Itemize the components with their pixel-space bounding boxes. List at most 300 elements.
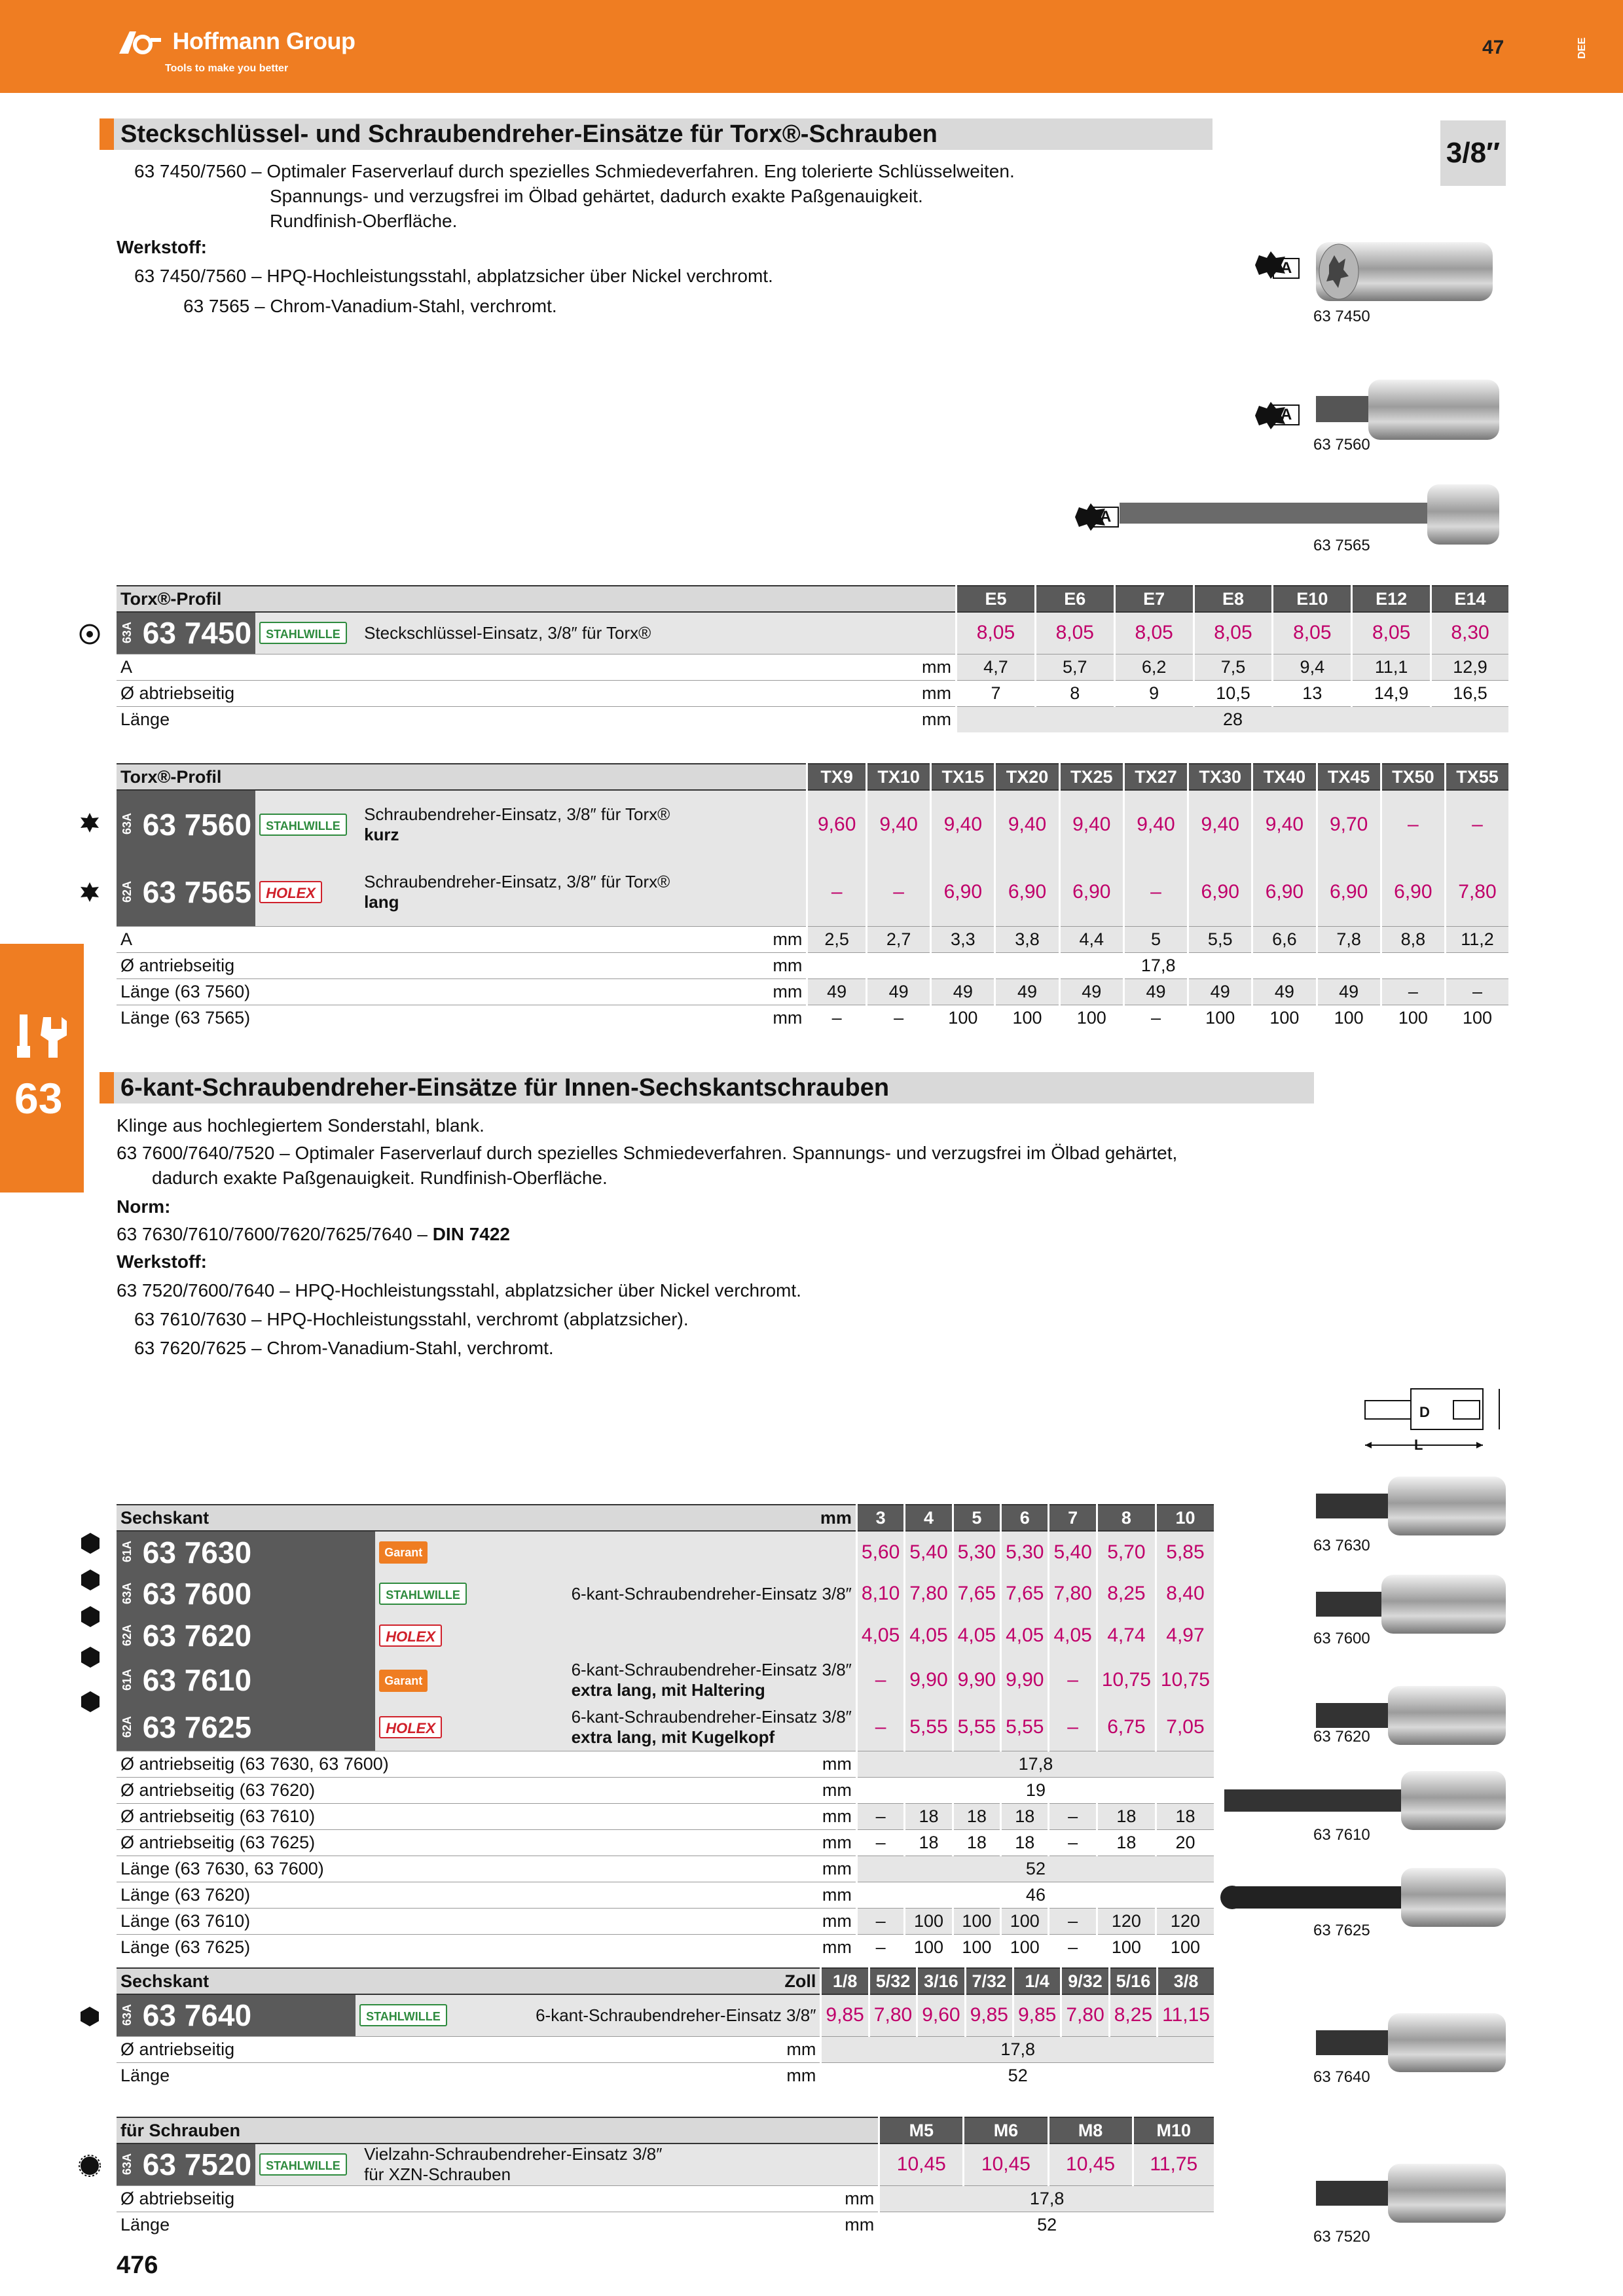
price-cell[interactable]: – — [1049, 1657, 1097, 1704]
price-cell[interactable]: 11,75 — [1133, 2144, 1214, 2185]
spec-unit: mm — [532, 2062, 821, 2089]
spec-row — [117, 706, 1508, 732]
spec-value: – — [867, 1005, 931, 1031]
spec-value: 100 — [1001, 1908, 1049, 1934]
hoffmann-logo-icon — [117, 27, 162, 58]
price-cell[interactable]: 4,05 — [856, 1615, 904, 1657]
spec-value: 100 — [1059, 1005, 1123, 1031]
article-prefix: 63 7610/7630 – — [134, 1309, 262, 1329]
description-cell — [568, 1657, 857, 1704]
size-col: TX55 — [1445, 764, 1508, 790]
product-image-637610 — [1218, 1767, 1512, 1833]
spec-value: 7,5 — [1194, 654, 1273, 680]
article-number[interactable]: 63 7600 — [142, 1577, 252, 1611]
spline-table — [117, 2117, 1214, 2238]
price-cell[interactable]: 6,90 — [1059, 858, 1123, 926]
product-caption: 63 7560 — [1313, 436, 1370, 454]
size-col: M6 — [964, 2117, 1048, 2144]
spec-value: 17,8 — [821, 2036, 1214, 2062]
price-cell[interactable]: 10,75 — [1097, 1657, 1156, 1704]
spec-row — [117, 952, 1508, 978]
torx-solid-icon — [79, 881, 101, 903]
price-cell[interactable]: – — [867, 858, 931, 926]
price-cell[interactable]: 6,90 — [931, 858, 995, 926]
group-code: 63A — [120, 2153, 134, 2176]
category-side-tab[interactable] — [0, 944, 84, 1193]
spec-unit: mm — [568, 1829, 857, 1856]
group-code: 62A — [120, 880, 134, 903]
description-line — [134, 158, 1015, 185]
size-col: 6 — [1001, 1505, 1049, 1531]
price-cell[interactable]: 8,05 — [1273, 612, 1352, 654]
price-cell[interactable]: 9,40 — [1188, 790, 1252, 858]
price-cell[interactable]: 5,60 — [856, 1531, 904, 1573]
price-cell[interactable]: 9,40 — [1059, 790, 1123, 858]
spec-label: Länge — [117, 2062, 532, 2089]
price-cell[interactable]: 8,05 — [1352, 612, 1431, 654]
spec-value: 9,4 — [1273, 654, 1352, 680]
spec-value: 100 — [1156, 1934, 1214, 1960]
dimension-label-d: D — [1419, 1404, 1430, 1420]
price-cell[interactable]: 4,97 — [1156, 1615, 1214, 1657]
section-title-hex: 6-kant-Schraubendreher-Einsätze für Innen-Sechskantschrauben — [100, 1072, 1314, 1103]
spec-value: 52 — [856, 1856, 1214, 1882]
spec-value: 2,5 — [807, 926, 867, 952]
spec-value: 14,9 — [1352, 680, 1431, 706]
price-cell[interactable]: 10,45 — [879, 2144, 964, 2185]
price-cell[interactable]: 9,60 — [917, 1994, 965, 2036]
hex-solid-icon — [79, 1568, 102, 1592]
spec-label: Ø abtriebseitig — [117, 2185, 360, 2212]
price-cell[interactable]: 9,40 — [931, 790, 995, 858]
product-row[interactable] — [117, 1531, 1214, 1573]
spec-value: 49 — [1252, 978, 1317, 1005]
spec-unit: mm — [568, 1856, 857, 1882]
spec-value: 6,2 — [1114, 654, 1194, 680]
price-cell[interactable]: 7,65 — [1001, 1573, 1049, 1615]
spec-value: – — [1445, 978, 1508, 1005]
price-cell[interactable]: 6,90 — [1252, 858, 1317, 926]
product-image-637630 — [1309, 1473, 1512, 1538]
spec-value: – — [807, 1005, 867, 1031]
group-code: 63A — [120, 1582, 134, 1604]
price-cell[interactable]: 9,40 — [867, 790, 931, 858]
article-cell[interactable] — [117, 858, 255, 926]
spec-value: 2,7 — [867, 926, 931, 952]
description-line — [117, 1140, 1177, 1166]
unit-label: Zoll — [532, 1968, 821, 1994]
price-cell[interactable]: 9,90 — [905, 1657, 953, 1704]
spec-row — [117, 1005, 1508, 1031]
spec-label: Länge (63 7625) — [117, 1934, 568, 1960]
article-number[interactable]: 63 7560 — [142, 807, 252, 842]
spec-value: 49 — [1188, 978, 1252, 1005]
spec-unit: mm — [360, 926, 807, 952]
spec-unit: mm — [360, 1005, 807, 1031]
article-cell[interactable] — [117, 1573, 375, 1615]
spec-value: 100 — [905, 1934, 953, 1960]
spec-value: 49 — [1123, 978, 1188, 1005]
group-code: 63A — [120, 622, 134, 644]
spec-row — [117, 1803, 1214, 1829]
material-line — [134, 1335, 554, 1361]
spec-value: 18 — [1001, 1803, 1049, 1829]
size-col: 3 — [856, 1505, 904, 1531]
dimension-drawing — [1362, 1381, 1512, 1453]
price-cell[interactable]: 8,10 — [856, 1573, 904, 1615]
spec-value: 18 — [1001, 1829, 1049, 1856]
spec-row — [117, 680, 1508, 706]
profile-label: Torx®-Profil — [117, 764, 807, 790]
size-col: M5 — [879, 2117, 964, 2144]
hex-solid-icon — [79, 1690, 102, 1713]
size-col: TX30 — [1188, 764, 1252, 790]
price-cell[interactable]: 10,45 — [1048, 2144, 1133, 2185]
product-row[interactable] — [117, 1573, 1214, 1615]
article-cell[interactable] — [117, 1531, 375, 1573]
description-cell — [360, 858, 807, 926]
spec-unit: mm — [360, 2212, 879, 2238]
price-cell[interactable]: 6,75 — [1097, 1704, 1156, 1751]
price-cell[interactable]: 5,85 — [1156, 1531, 1214, 1573]
article-number[interactable]: 63 7520 — [142, 2147, 252, 2182]
description-line: Schraubendreher-Einsatz, 3/8″ für Torx® — [364, 804, 670, 824]
spec-value: – — [856, 1908, 904, 1934]
price-cell[interactable]: – — [1049, 1704, 1097, 1751]
price-cell[interactable]: 5,55 — [905, 1704, 953, 1751]
page-number: 476 — [117, 2251, 158, 2279]
size-col: TX50 — [1381, 764, 1445, 790]
garant-logo: Garant — [379, 1670, 428, 1692]
spec-label: Länge (63 7630, 63 7600) — [117, 1856, 568, 1882]
price-cell[interactable]: 9,90 — [953, 1657, 1000, 1704]
price-cell[interactable]: 9,70 — [1317, 790, 1381, 858]
price-cell[interactable]: 9,40 — [995, 790, 1059, 858]
description-cell — [568, 1615, 857, 1657]
price-cell[interactable]: 6,90 — [995, 858, 1059, 926]
profile-label: Sechskant — [117, 1505, 568, 1531]
article-prefix: 63 7450/7560 – — [134, 161, 262, 181]
spec-value: 100 — [1381, 1005, 1445, 1031]
article-number[interactable]: 63 7620 — [142, 1619, 252, 1653]
spec-value: 18 — [1097, 1803, 1156, 1829]
price-cell[interactable]: 7,80 — [905, 1573, 953, 1615]
size-col: 8 — [1097, 1505, 1156, 1531]
spec-value: 100 — [931, 1005, 995, 1031]
spec-label: Ø abtriebseitig — [117, 680, 360, 706]
stahlwille-logo: STAHLWILLE — [259, 2153, 347, 2176]
article-number[interactable]: 63 7565 — [142, 874, 252, 909]
product-image-637560 — [1309, 373, 1506, 445]
price-cell[interactable]: 7,65 — [953, 1573, 1000, 1615]
stahlwille-logo: STAHLWILLE — [259, 814, 347, 836]
hex-solid-icon — [79, 1532, 102, 1555]
spec-value: 19 — [856, 1777, 1214, 1803]
size-col: TX25 — [1059, 764, 1123, 790]
material-text: HPQ-Hochleistungsstahl, verchromt (abplatzsicher). — [266, 1309, 689, 1329]
brand-cell — [255, 612, 360, 654]
product-row[interactable] — [117, 2144, 1214, 2185]
product-row[interactable] — [117, 1657, 1214, 1704]
price-cell[interactable]: 5,55 — [1001, 1704, 1049, 1751]
size-col: 7 — [1049, 1505, 1097, 1531]
size-col: TX20 — [995, 764, 1059, 790]
brand-tagline: Tools to make you better — [165, 63, 289, 74]
size-col: TX10 — [867, 764, 931, 790]
price-cell[interactable]: 6,90 — [1381, 858, 1445, 926]
price-cell[interactable]: 8,40 — [1156, 1573, 1214, 1615]
description-text: Optimaler Faserverlauf durch spezielles Schmiedeverfahren. Eng tolerierte Schlüsselweiten. — [266, 161, 1015, 181]
price-cell[interactable]: 7,80 — [1049, 1573, 1097, 1615]
dimension-label-a: A — [1273, 404, 1300, 425]
spec-row — [117, 978, 1508, 1005]
article-number[interactable]: 63 7630 — [142, 1535, 252, 1570]
price-cell[interactable]: 6,90 — [1188, 858, 1252, 926]
product-caption: 63 7520 — [1313, 2228, 1370, 2246]
price-cell[interactable]: 8,05 — [957, 612, 1036, 654]
spec-value: 18 — [905, 1803, 953, 1829]
spline-solid-icon — [79, 2155, 101, 2177]
product-caption: 63 7640 — [1313, 2068, 1370, 2086]
article-cell[interactable] — [117, 1615, 375, 1657]
spec-value: – — [1049, 1908, 1097, 1934]
group-code: 62A — [120, 1624, 134, 1646]
spec-value: – — [1049, 1803, 1097, 1829]
price-cell[interactable]: – — [1381, 790, 1445, 858]
article-number[interactable]: 63 7450 — [142, 616, 252, 651]
description-cell: 6-kant-Schraubendreher-Einsatz 3/8″ — [568, 1573, 857, 1615]
norm-line — [117, 1221, 510, 1247]
article-number[interactable]: 63 7640 — [142, 1998, 252, 2033]
price-cell[interactable]: 8,25 — [1109, 1994, 1157, 2036]
torx-solid-icon — [79, 812, 101, 834]
spec-value: 5,7 — [1035, 654, 1114, 680]
price-cell[interactable]: 9,90 — [1001, 1657, 1049, 1704]
article-number[interactable]: 63 7625 — [142, 1710, 252, 1744]
spec-unit: mm — [360, 654, 956, 680]
product-image-637600 — [1309, 1571, 1512, 1636]
price-cell[interactable]: 4,05 — [905, 1615, 953, 1657]
spec-value: 100 — [995, 1005, 1059, 1031]
article-prefix: 63 7630/7610/7600/7620/7625/7640 – — [117, 1224, 428, 1244]
price-cell[interactable]: 7,80 — [1445, 858, 1508, 926]
spec-value: – — [856, 1934, 904, 1960]
price-cell[interactable]: 8,05 — [1194, 612, 1273, 654]
description-variant: kurz — [364, 824, 399, 844]
group-code: 61A — [120, 1541, 134, 1563]
spec-value: 100 — [953, 1908, 1000, 1934]
description-line: Klinge aus hochlegiertem Sonderstahl, blank. — [117, 1115, 484, 1136]
size-col: 1/8 — [821, 1968, 869, 1994]
spec-value: 49 — [995, 978, 1059, 1005]
screwdriver-wrench-icon — [14, 1009, 69, 1062]
price-cell[interactable]: 7,80 — [1061, 1994, 1109, 2036]
price-cell[interactable]: 4,05 — [953, 1615, 1000, 1657]
spec-value: 3,8 — [995, 926, 1059, 952]
category-number: 63 — [14, 1074, 63, 1122]
product-row[interactable] — [117, 1704, 1214, 1751]
spec-value: 18 — [905, 1829, 953, 1856]
spec-unit: mm — [532, 2036, 821, 2062]
price-cell[interactable]: – — [1123, 858, 1188, 926]
size-col: M8 — [1048, 2117, 1133, 2144]
article-cell[interactable] — [117, 1704, 375, 1751]
price-cell[interactable]: 8,30 — [1431, 612, 1508, 654]
price-cell[interactable]: 9,40 — [1252, 790, 1317, 858]
product-image-637640 — [1309, 2009, 1512, 2075]
spec-label: Ø antriebseitig (63 7625) — [117, 1829, 568, 1856]
size-col: 5/16 — [1109, 1968, 1157, 1994]
price-cell[interactable]: 6,90 — [1317, 858, 1381, 926]
size-col: TX15 — [931, 764, 995, 790]
spec-label: Ø antriebseitig — [117, 2036, 532, 2062]
size-col: 10 — [1156, 1505, 1214, 1531]
dimension-label-a: A — [1092, 507, 1119, 528]
hex-metric-table — [117, 1504, 1214, 1960]
price-cell[interactable]: – — [856, 1657, 904, 1704]
spec-row — [117, 2036, 1214, 2062]
description-variant: extra lang, mit Kugelkopf — [571, 1727, 775, 1747]
brand-cell — [375, 1573, 567, 1615]
article-prefix: 63 7620/7625 – — [134, 1338, 262, 1358]
price-cell[interactable]: 5,40 — [905, 1531, 953, 1573]
price-cell[interactable]: 4,05 — [1049, 1615, 1097, 1657]
price-cell[interactable]: 10,75 — [1156, 1657, 1214, 1704]
article-cell[interactable] — [117, 612, 255, 654]
size-col: 1/4 — [1013, 1968, 1061, 1994]
article-cell[interactable] — [117, 1657, 375, 1704]
spec-unit: mm — [568, 1751, 857, 1777]
material-line — [134, 263, 773, 289]
product-image-637565 — [1113, 478, 1506, 550]
product-row[interactable] — [117, 858, 1508, 926]
spec-value: 49 — [867, 978, 931, 1005]
material-line — [134, 1306, 689, 1333]
price-cell[interactable]: 8,25 — [1097, 1573, 1156, 1615]
article-prefix: 63 7565 – — [183, 296, 265, 316]
price-cell[interactable]: 5,70 — [1097, 1531, 1156, 1573]
price-cell[interactable]: 4,74 — [1097, 1615, 1156, 1657]
spec-value: 49 — [1317, 978, 1381, 1005]
product-row[interactable] — [117, 612, 1508, 654]
material-text: HPQ-Hochleistungsstahl, abplatzsicher über Nickel verchromt. — [295, 1280, 801, 1300]
spec-row — [117, 1751, 1214, 1777]
spec-row — [117, 654, 1508, 680]
dimension-label-a: A — [1273, 258, 1300, 279]
price-cell[interactable]: – — [807, 858, 867, 926]
size-col: 4 — [905, 1505, 953, 1531]
price-cell[interactable]: 9,85 — [965, 1994, 1013, 2036]
spec-value: 100 — [1001, 1934, 1049, 1960]
price-cell[interactable]: 9,85 — [821, 1994, 869, 2036]
material-line — [183, 293, 557, 319]
spec-value: 7 — [957, 680, 1036, 706]
spec-value: 100 — [1188, 1005, 1252, 1031]
product-image-637625 — [1218, 1864, 1512, 1929]
price-cell[interactable]: 8,05 — [1114, 612, 1194, 654]
description-variant: lang — [364, 891, 399, 912]
price-cell[interactable]: 9,60 — [807, 790, 867, 858]
spec-value: – — [1381, 978, 1445, 1005]
spec-unit: mm — [568, 1803, 857, 1829]
spec-value: 46 — [856, 1882, 1214, 1908]
size-col: 7/32 — [965, 1968, 1013, 1994]
product-row[interactable] — [117, 1994, 1214, 2036]
spec-value: – — [1123, 1005, 1188, 1031]
price-cell[interactable]: – — [1445, 790, 1508, 858]
spec-label: Länge — [117, 2212, 360, 2238]
product-caption: 63 7600 — [1313, 1630, 1370, 1647]
holex-logo: HOLEX — [379, 1624, 442, 1647]
spec-value: 3,3 — [931, 926, 995, 952]
price-cell[interactable]: 5,30 — [953, 1531, 1000, 1573]
price-cell[interactable]: 8,05 — [1035, 612, 1114, 654]
hex-solid-icon — [79, 2005, 101, 2028]
size-col: 5 — [953, 1505, 1000, 1531]
brand-logo[interactable] — [117, 27, 355, 58]
spec-value: 8 — [1035, 680, 1114, 706]
price-cell[interactable]: 9,85 — [1013, 1994, 1061, 2036]
norm-value: DIN 7422 — [432, 1224, 510, 1244]
spec-label: A — [117, 654, 360, 680]
article-cell[interactable] — [117, 790, 255, 858]
description-cell — [360, 790, 807, 858]
article-prefix: 63 7450/7560 – — [134, 266, 262, 286]
profile-label: Sechskant — [117, 1968, 532, 1994]
werkstoff-label: Werkstoff: — [117, 237, 207, 257]
spec-value: 9 — [1114, 680, 1194, 706]
spec-value: 100 — [1317, 1005, 1381, 1031]
language-code: DEE — [1577, 37, 1588, 59]
brand-cell — [375, 1615, 567, 1657]
description-variant: extra lang, mit Haltering — [571, 1680, 765, 1700]
price-cell[interactable]: – — [856, 1704, 904, 1751]
spec-row — [117, 2185, 1214, 2212]
price-cell[interactable]: 7,80 — [869, 1994, 917, 2036]
product-row[interactable] — [117, 790, 1508, 858]
product-caption: 63 7630 — [1313, 1537, 1370, 1554]
price-cell[interactable]: 4,05 — [1001, 1615, 1049, 1657]
size-col: E6 — [1035, 586, 1114, 612]
price-cell[interactable]: 5,55 — [953, 1704, 1000, 1751]
torx-screwdriver-table — [117, 763, 1508, 1031]
price-cell[interactable]: 5,40 — [1049, 1531, 1097, 1573]
spec-value: – — [1049, 1934, 1097, 1960]
product-caption: 63 7565 — [1313, 537, 1370, 554]
spec-value: 5 — [1123, 926, 1188, 952]
spec-value: 11,2 — [1445, 926, 1508, 952]
spec-value: 20 — [1156, 1829, 1214, 1856]
article-cell[interactable] — [117, 1994, 356, 2036]
norm-label: Norm: — [117, 1196, 171, 1217]
product-row[interactable] — [117, 1615, 1214, 1657]
price-cell[interactable]: 5,30 — [1001, 1531, 1049, 1573]
price-cell[interactable]: 11,15 — [1158, 1994, 1214, 2036]
description-line: 6-kant-Schraubendreher-Einsatz 3/8″ — [571, 1706, 852, 1727]
description-line: Schraubendreher-Einsatz, 3/8″ für Torx® — [364, 871, 670, 891]
article-number[interactable]: 63 7610 — [142, 1663, 252, 1697]
article-cell[interactable] — [117, 2144, 255, 2185]
price-cell[interactable]: 10,45 — [964, 2144, 1048, 2185]
spec-value: 18 — [953, 1829, 1000, 1856]
spec-label: Länge (63 7620) — [117, 1882, 568, 1908]
price-cell[interactable]: 9,40 — [1123, 790, 1188, 858]
spec-value: 5,5 — [1188, 926, 1252, 952]
spec-row — [117, 1934, 1214, 1960]
section-title-torx: Steckschlüssel- und Schraubendreher-Einsätze für Torx®-Schrauben — [100, 118, 1213, 150]
spec-value: 100 — [1252, 1005, 1317, 1031]
price-cell[interactable]: 7,05 — [1156, 1704, 1214, 1751]
